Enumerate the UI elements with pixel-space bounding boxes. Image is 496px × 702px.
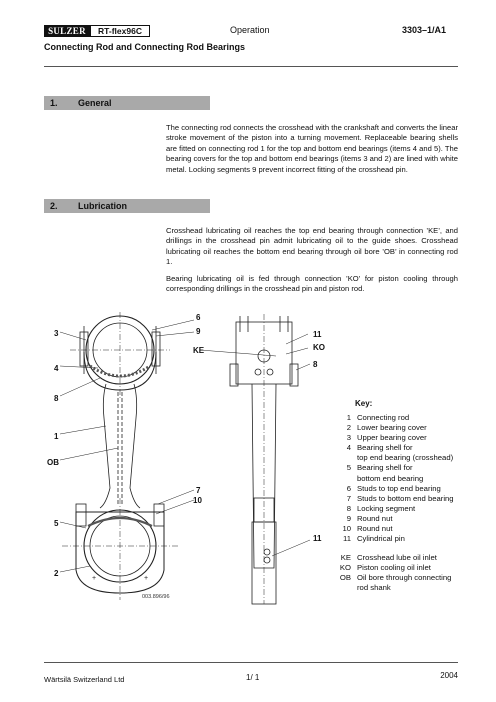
- callout-2: 2: [54, 569, 59, 578]
- callout-4: 4: [54, 364, 59, 373]
- header-divider: [44, 66, 458, 67]
- callout-ko: KO: [313, 343, 325, 352]
- key-item: bottom end bearing: [357, 473, 424, 483]
- rod-shank-left: [100, 384, 140, 508]
- key-item: 8 Locking segment: [346, 503, 416, 513]
- paragraph: The connecting rod connects the crosshead with the crankshaft and converts the linear stroke movement of the piston into a turning movement. Replaceable bearing shells are fitted on connecting rod 1 for the top and bottom end bearings (items 4 and 5). The bearing covers for the top and bottom end bearings (items 3 and 2) are lined with white metal. Locking segments 9 prevent incorrect fitting of the crosshead pin.: [166, 123, 458, 174]
- callout-3: 3: [54, 329, 59, 338]
- callout-5: 5: [54, 519, 59, 528]
- document-code: 3303–1/A1: [401, 25, 446, 35]
- callout-7: 7: [196, 486, 201, 495]
- abbreviation-item: rod shank: [357, 583, 391, 593]
- section-heading-lubrication: [44, 199, 210, 213]
- callout-9: 9: [196, 327, 201, 336]
- key-item: 10 Round nut: [342, 524, 393, 534]
- rod-side-view: [230, 314, 298, 604]
- abbreviation-item: KE Crosshead lube oil inlet: [340, 553, 437, 562]
- section-heading-general: [44, 96, 210, 110]
- section-title: General: [78, 98, 112, 108]
- svg-text:+: +: [92, 575, 97, 582]
- callout-8-right: 8: [313, 360, 318, 369]
- leader-lines: [60, 320, 310, 572]
- key-item: 4 Bearing shell for: [346, 443, 413, 453]
- page-number: 1/ 1: [246, 673, 260, 682]
- section-label: Operation: [230, 25, 270, 35]
- callout-8: 8: [54, 394, 59, 403]
- svg-text:+: +: [144, 575, 149, 582]
- paragraph: Bearing lubricating oil is fed through connection ’KO’ for piston cooling through corresponding drillings in the crosshead pin and piston rod.: [166, 273, 458, 294]
- key-item: 7 Studs to bottom end bearing: [346, 493, 454, 503]
- key-item: 5 Bearing shell for: [346, 463, 413, 473]
- key-title: Key:: [355, 399, 373, 408]
- callout-ke: KE: [193, 346, 205, 355]
- footer-divider: [44, 662, 458, 663]
- general-text: [166, 123, 458, 175]
- key-item: 2 Lower bearing cover: [346, 423, 427, 433]
- sulzer-logo: SULZER: [44, 25, 90, 37]
- callout-11-bottom: 11: [313, 534, 322, 543]
- key-item: 1 Connecting rod: [346, 413, 410, 422]
- callout-10: 10: [193, 496, 202, 505]
- page-title: Connecting Rod and Connecting Rod Bearings: [44, 42, 245, 52]
- bottom-end-bearing-left: [62, 498, 178, 600]
- drawing-number: 003.896/96: [142, 594, 170, 600]
- abbreviation-item: KO Piston cooling oil inlet: [339, 563, 431, 573]
- callout-1: 1: [54, 432, 59, 441]
- abbreviation-list: [333, 553, 496, 593]
- callout-11-top: 11: [313, 330, 322, 339]
- section-title: Lubrication: [78, 201, 127, 211]
- section-number: 2.: [50, 201, 58, 211]
- callout-6: 6: [196, 313, 201, 322]
- key-item: top end bearing (crosshead): [357, 453, 454, 463]
- footer-year: 2004: [440, 671, 458, 680]
- top-end-bearing-left: [70, 312, 170, 398]
- key-item: 6 Studs to top end bearing: [346, 483, 441, 493]
- connecting-rod-drawing: [40, 308, 330, 608]
- engine-model: RT-flex96C: [90, 25, 150, 37]
- footer-company: Wärtsilä Switzerland Ltd: [44, 675, 125, 684]
- key-item: 11 Cylindrical pin: [343, 534, 405, 544]
- lubrication-text: [166, 226, 458, 294]
- key-item: 3 Upper bearing cover: [346, 433, 427, 443]
- key-list: [333, 413, 496, 544]
- callout-ob: OB: [47, 458, 59, 467]
- section-number: 1.: [50, 98, 58, 108]
- key-item: 9 Round nut: [346, 513, 393, 523]
- paragraph: Crosshead lubricating oil reaches the top end bearing through connection ’KE’, and drillings in the crosshead pin admit lubricating oil to the guide shoes. Crosshead lubricating oil reaches the bottom end bearing through oil bore ’OB’ in connecting rod 1.: [166, 226, 458, 267]
- abbreviation-item: OB Oil bore through connecting: [339, 573, 452, 583]
